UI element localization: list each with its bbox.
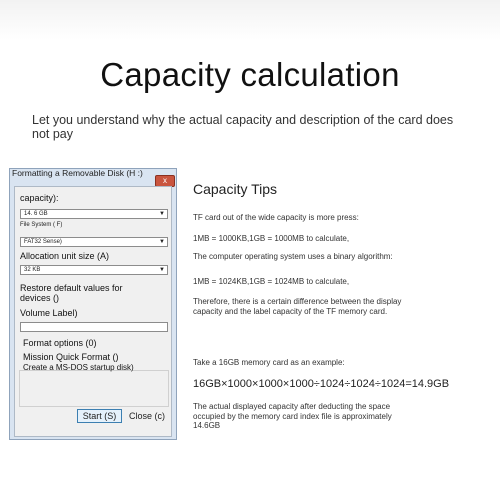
dialog-title: Formatting a Removable Disk (H :)	[12, 168, 143, 178]
msdos-startup-checkbox[interactable]: Create a MS-DOS startup disk)	[23, 363, 134, 372]
file-system-select[interactable]	[20, 237, 168, 247]
format-options-label: Format options (0)	[23, 338, 97, 348]
allocation-value: 32 KB	[24, 267, 41, 273]
tips-paragraph: Therefore, there is a certain difference between the display capacity and the label capacity of the TF memory card.	[193, 297, 402, 316]
close-icon: x	[163, 176, 167, 185]
file-system-value: FAT32 Sense)	[24, 239, 62, 245]
file-system-label: File System ( F)	[20, 222, 63, 228]
start-button[interactable]: Start (S)	[77, 409, 122, 423]
capacity-label: capacity):	[20, 193, 59, 203]
page-subtitle: Let you understand why the actual capacity and description of the card does not pay	[32, 113, 454, 141]
chevron-down-icon: ▼	[159, 211, 165, 217]
tips-paragraph: Take a 16GB memory card as an example:	[193, 358, 345, 367]
tips-paragraph: The actual displayed capacity after deducting the space occupied by the memory card index file is approximately 14.6GB	[193, 402, 392, 430]
capacity-formula: 16GB×1000×1000×1000÷1024÷1024÷1024=14.9GB	[193, 378, 450, 390]
allocation-label: Allocation unit size (A)	[20, 251, 110, 261]
tips-paragraph: 1MB = 1024KB,1GB = 1024MB to calculate,	[193, 277, 350, 286]
top-shade	[0, 0, 500, 40]
volume-label-input[interactable]	[20, 322, 168, 332]
tips-paragraph: TF card out of the wide capacity is more press:	[193, 213, 359, 222]
chevron-down-icon: ▼	[159, 239, 165, 245]
tips-paragraph: The computer operating system uses a binary algorithm:	[193, 252, 393, 261]
tips-heading: Capacity Tips	[193, 181, 278, 197]
capacity-value: 14. 6 GB	[24, 211, 48, 217]
close-button[interactable]: Close (c)	[125, 409, 169, 423]
capacity-select[interactable]	[20, 209, 168, 219]
dialog-body	[14, 186, 172, 437]
format-dialog	[9, 168, 177, 440]
volume-label: Volume Label)	[20, 308, 78, 318]
restore-defaults-button[interactable]: Restore default values for devices ()	[20, 283, 123, 303]
quick-format-checkbox[interactable]: Mission Quick Format ()	[23, 352, 119, 362]
tips-paragraph: 1MB = 1000KB,1GB = 1000MB to calculate,	[193, 234, 350, 243]
chevron-down-icon: ▼	[159, 267, 165, 273]
format-options-group	[19, 370, 169, 407]
page-title: Capacity calculation	[100, 56, 400, 93]
allocation-select[interactable]	[20, 265, 168, 275]
